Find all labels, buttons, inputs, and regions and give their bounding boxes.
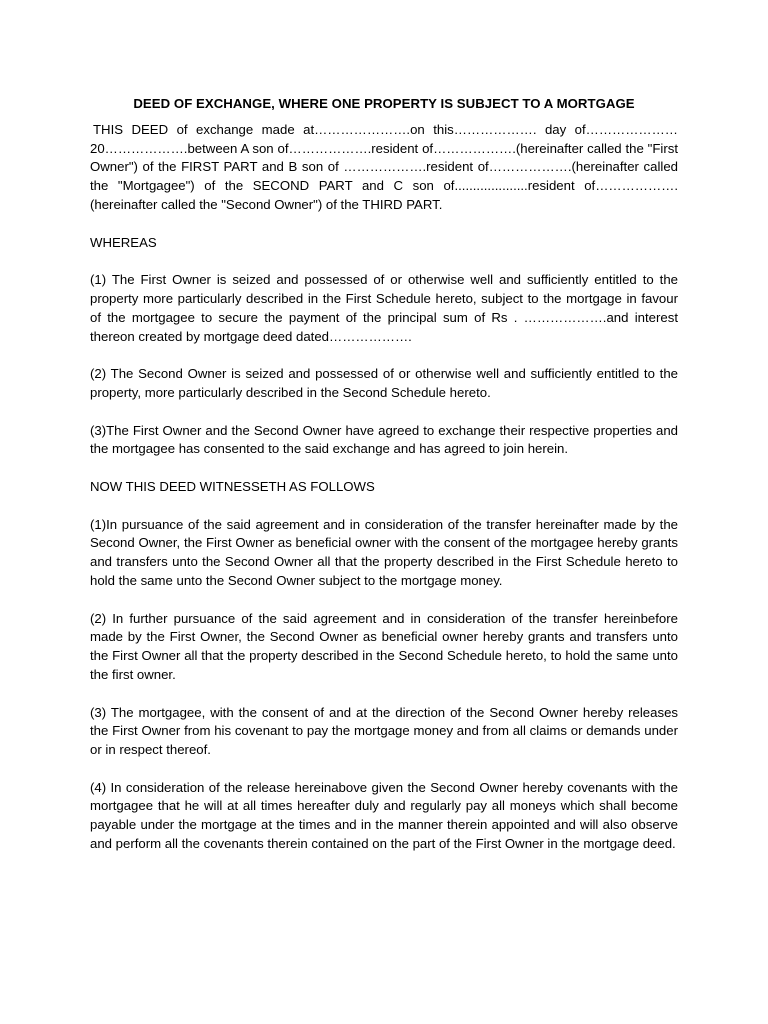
whereas-clause-2: (2) The Second Owner is seized and possessed of or otherwise well and sufficiently entitled to the property, more particularly described in the Second Schedule hereto.	[90, 366, 678, 400]
witness-clause-4: (4) In consideration of the release hereinabove given the Second Owner hereby covenants with the mortgagee that he will at all times hereafter duly and regularly pay all moneys which shall become payable under the mortgage at the times and in the manner therein appointed and will also observe and perform all the covenants therein contained on the part of the First Owner in the mortgage deed.	[90, 779, 678, 852]
document-page	[90, 95, 678, 873]
intro-paragraph: THIS DEED of exchange made at………………….on this………………. day of…………………20……………….between A son of……………….resident of……………….(hereinafter called the "First Owner") of the FIRST PART and B son of ……………….resident of……………….(hereinafter called the "Mortgagee") of the SECOND PART and C son of....................resident of……………….(hereinafter called the "Second Owner") of the THIRD PART.	[90, 121, 678, 212]
witnesseth-heading: NOW THIS DEED WITNESSETH AS FOLLOWS	[90, 478, 375, 494]
document-title: DEED OF EXCHANGE, WHERE ONE PROPERTY IS SUBJECT TO A MORTGAGE	[133, 96, 635, 111]
whereas-heading: WHEREAS	[90, 234, 157, 250]
witness-clause-2: (2) In further pursuance of the said agreement and in consideration of the transfer hereinbefore made by the First Owner, the Second Owner as beneficial owner hereby grants and transfers unto the First Owner all that the property described in the Second Schedule hereto, to hold the same unto the first owner.	[90, 610, 678, 682]
witness-clause-3: (3) The mortgagee, with the consent of and at the direction of the Second Owner hereby releases the First Owner from his covenant to pay the mortgage money and from all claims or demands under or in respect thereof.	[90, 704, 678, 758]
whereas-clause-1: (1) The First Owner is seized and possessed of or otherwise well and sufficiently entitled to the property more particularly described in the First Schedule hereto, subject to the mortgage in favour of the mortgagee to secure the payment of the principal sum of Rs . ……………….and interest thereon created by mortgage deed dated……………….	[90, 272, 678, 344]
witness-clause-1: (1)In pursuance of the said agreement and in consideration of the transfer hereinafter made by the Second Owner, the First Owner as beneficial owner with the consent of the mortgagee hereby grants and transfers unto the Second Owner all that the property described in the First Schedule hereto to hold the same unto the Second Owner subject to the mortgage money.	[90, 516, 678, 588]
whereas-clause-3: (3)The First Owner and the Second Owner have agreed to exchange their respective properties and the mortgagee has consented to the said exchange and has agreed to join herein.	[90, 422, 678, 457]
